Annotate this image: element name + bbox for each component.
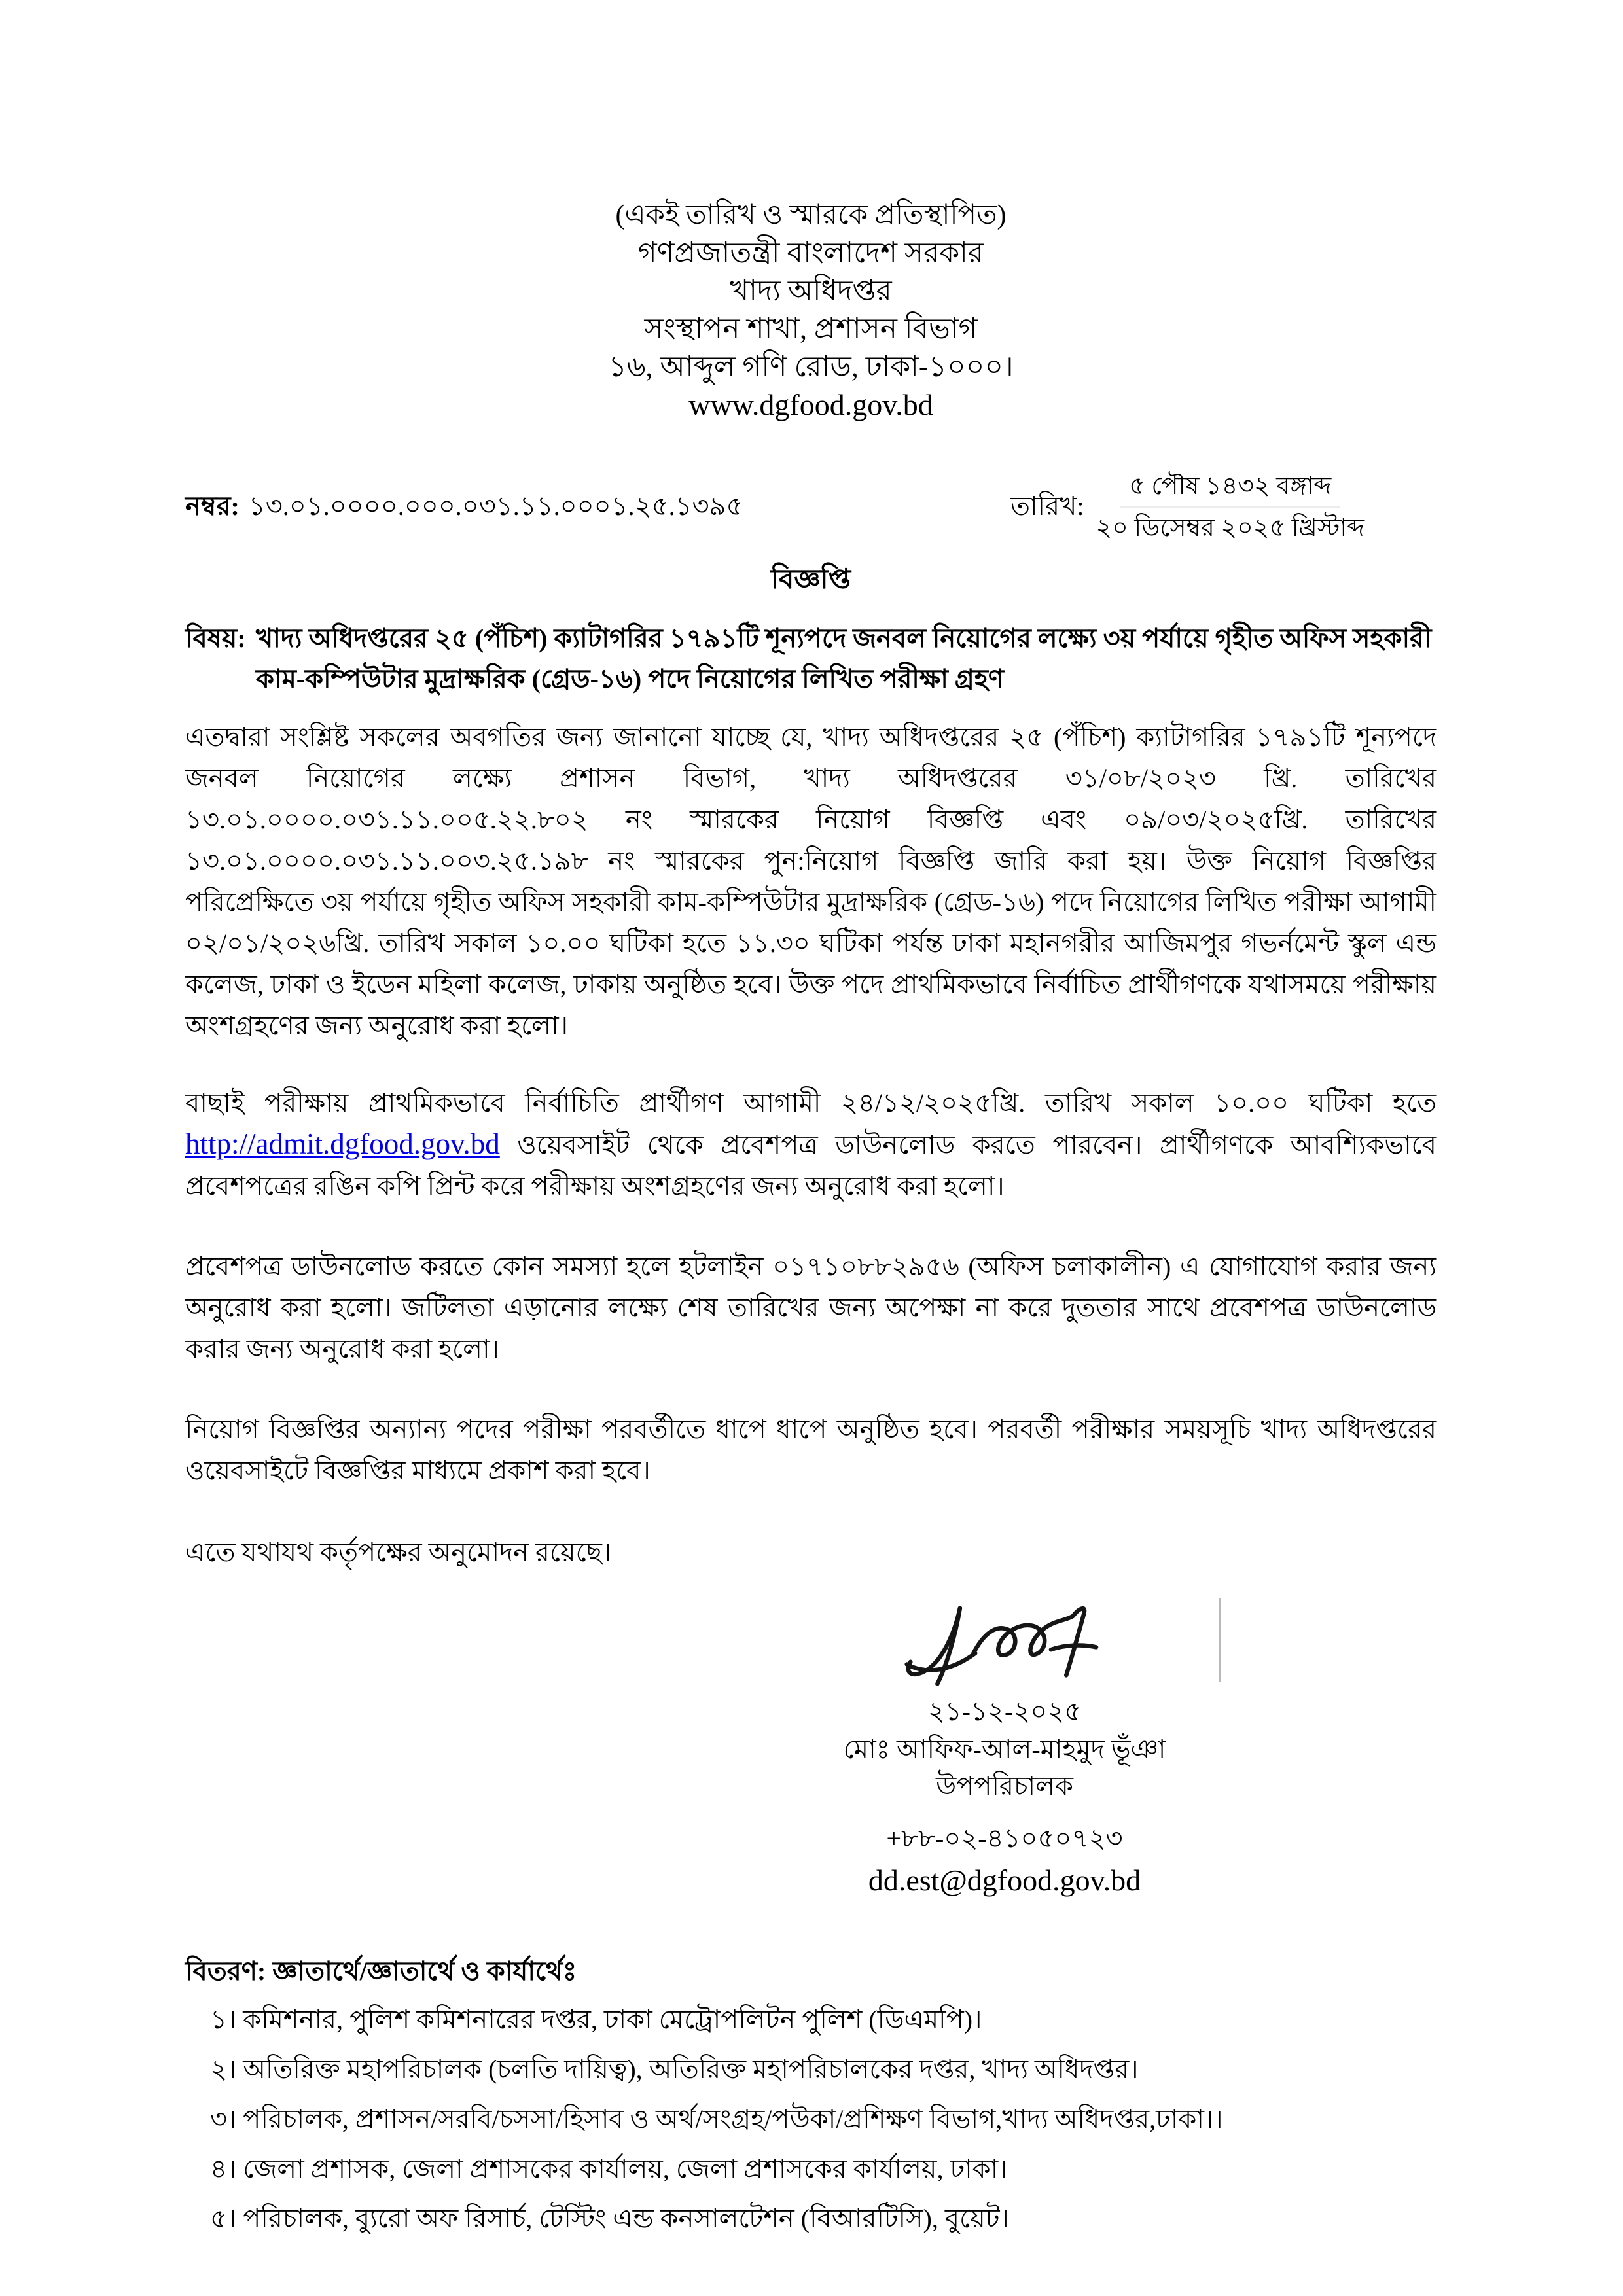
distribution-item: ১। কমিশনার, পুলিশ কমিশনারের দপ্তর, ঢাকা মেট্রোপলিটন পুলিশ (ডিএমপি)। [210, 2005, 982, 2034]
notice-title: বিজ্ঞপ্তি [770, 565, 851, 595]
distribution-item: ৩। পরিচালক, প্রশাসন/সরবি/চসসা/হিসাব ও অর্থ/সংগ্রহ/পউকা/প্রশিক্ষণ বিভাগ,খাদ্য অধিদপ্তর,ঢাকা।। [210, 2104, 1223, 2134]
paragraph-admit-card-after-link: ওয়েবসাইট থেকে প্রবেশপত্র ডাউনলোড করতে পারবেন। প্রার্থীগণকে আবশ্যিকভাবে প্রবেশপত্রের রঙিন কপি প্রিন্ট করে পরীক্ষায় অংশগ্রহণের জন্য অনুরোধ করা হলো। [185, 1130, 1436, 1201]
branch-name: সংস্থাপন শাখা, প্রশাসন বিভাগ [644, 313, 978, 345]
website-text: www.dgfood.gov.bd [688, 388, 933, 421]
paragraph-next-exams: নিয়োগ বিজ্ঞপ্তির অন্যান্য পদের পরীক্ষা পরবর্তীতে ধাপে ধাপে অনুষ্ঠিত হবে। পরবর্তী পরীক্ষার সময়সূচি খাদ্য অধিদপ্তরের ওয়েবসাইটে বিজ্ঞপ্তির মাধ্যমে প্রকাশ করা হবে। [185, 1415, 1436, 1485]
distribution-item: ৪। জেলা প্রশাসক, জেলা প্রশাসকের কার্যালয়, জেলা প্রশাসকের কার্যালয়, ঢাকা। [210, 2154, 1008, 2183]
subject-label: বিষয়: [185, 624, 246, 653]
signature-block [762, 1593, 1247, 1898]
date-label: তারিখ: [1010, 491, 1084, 521]
signature-date: ২১-১২-২০২৫ [927, 1697, 1082, 1726]
department-name: খাদ্য অধিদপ্তর [730, 275, 892, 307]
signatory-name: মোঃ আফিফ-আল-মাহমুদ ভূঁঞা [843, 1735, 1166, 1764]
office-address: ১৬, আব্দুল গণি রোড, ঢাকা-১০০০। [608, 351, 1014, 383]
paragraph-hotline: প্রবেশপত্র ডাউনলোড করতে কোন সমস্যা হলে হটলাইন ০১৭১০৮৮২৯৫৬ (অফিস চলাকালীন) এ যোগাযোগ করার জন্য অনুরোধ করা হলো। জটিলতা এড়ানোর লক্ষ্যে শেষ তারিখের জন্য অপেক্ষা না করে দুততার সাথে প্রবেশপত্র ডাউনলোড করার জন্য অনুরোধ করা হলো। [185, 1252, 1436, 1364]
paragraph-admit-card-line1: বাছাই পরীক্ষায় প্রাথমিকভাবে নির্বাচিতি প্রার্থীগণ আগামী ২৪/১২/২০২৫খ্রি. তারিখ সকাল ১০.০০ ঘটিকা হতে [185, 1088, 1436, 1118]
date-bangla: ৫ পৌষ ১৪৩২ বঙ্গাব্দ [1120, 470, 1340, 508]
memo-date [1010, 470, 1364, 544]
date-stack [1096, 470, 1364, 544]
government-name: গণপ্রজাতন্ত্রী বাংলাদেশ সরকার [637, 237, 984, 269]
memo-row [185, 470, 1436, 544]
signature-image [893, 1596, 1116, 1687]
paragraph-admit-card [185, 1082, 1436, 1207]
signature-row [762, 1593, 1247, 1691]
paragraph-main: এতদ্বারা সংশ্লিষ্ট সকলের অবগতির জন্য জানানো যাচ্ছে যে, খাদ্য অধিদপ্তরের ২৫ (পঁচিশ) ক্যাটাগরির ১৭৯১টি শূন্যপদে জনবল নিয়োগের লক্ষ্যে প্রশাসন বিভাগ, খাদ্য অধিদপ্তরের ৩১/০৮/২০২৩ খ্রি. তারিখের ১৩.০১.০০০০.০৩১.১১.০০৫.২২.৮০২ নং স্মারকের নিয়োগ বিজ্ঞপ্তি এবং ০৯/০৩/২০২৫খ্রি. তারিখের ১৩.০১.০০০০.০৩১.১১.০০৩.২৫.১৯৮ নং স্মারকের পুন:নিয়োগ বিজ্ঞপ্তি জারি করা হয়। উক্ত নিয়োগ বিজ্ঞপ্তির পরিপ্রেক্ষিতে ৩য় পর্যায়ে গৃহীত অফিস সহকারী কাম-কম্পিউটার মুদ্রাক্ষরিক (গ্রেড-১৬) পদে নিয়োগের লিখিত পরীক্ষা আগামী ০২/০১/২০২৬খ্রি. তারিখ সকাল ১০.০০ ঘটিকা হতে ১১.৩০ ঘটিকা পর্যন্ত ঢাকা মহানগরীর আজিমপুর গভর্নমেন্ট স্কুল এন্ড কলেজ, ঢাকা ও ইডেন মহিলা কলেজ, ঢাকায় অনুষ্ঠিত হবে। উক্ত পদে প্রাথমিকভাবে নির্বাচিত প্রার্থীগণকে যথাসময়ে পরীক্ষায় অংশগ্রহণের জন্য অনুরোধ করা হলো। [185, 722, 1436, 1040]
paragraph-admit-card-rest [185, 1123, 1436, 1207]
memo-number [185, 486, 743, 529]
replaced-note: (একই তারিখ ও স্মারকে প্রতিস্থাপিত) [615, 200, 1007, 230]
distribution-section [185, 1953, 1436, 2240]
letterhead [185, 196, 1436, 424]
subject-text: খাদ্য অধিদপ্তরের ২৫ (পঁচিশ) ক্যাটাগরির ১৭৯১টি শূন্যপদে জনবল নিয়োগের লক্ষ্যে ৩য় পর্যায়ে গৃহীত অফিস সহকারী কাম-কম্পিউটার মুদ্রাক্ষরিক (গ্রেড-১৬) পদে নিয়োগের লিখিত পরীক্ষা গ্রহণ [256, 624, 1432, 694]
distribution-item: ২। অতিরিক্ত মহাপরিচালক (চলতি দায়িত্ব), অতিরিক্ত মহাপরিচালকের দপ্তর, খাদ্য অধিদপ্তর। [210, 2055, 1139, 2084]
distribution-item: ৫। পরিচালক, ব্যুরো অফ রিসার্চ, টেস্টিং এন্ড কনসালটেশন (বিআরটিসি), বুয়েট। [210, 2204, 1009, 2233]
signatory-phone: +৮৮-০২-৪১০৫০৭২৩ [886, 1824, 1123, 1853]
subject-row [185, 618, 1436, 699]
memo-number-value: ১৩.০১.০০০০.০০০.০৩১.১১.০০০১.২৫.১৩৯৫ [248, 491, 743, 521]
signature-scan-edge-line [1219, 1598, 1221, 1682]
admit-download-link[interactable]: http://admit.dgfood.gov.bd [185, 1127, 500, 1160]
signatory-designation: উপপরিচালক [936, 1771, 1073, 1801]
paragraph-approval: এতে যথাযথ কর্তৃপক্ষের অনুমোদন রয়েছে। [185, 1538, 612, 1567]
signatory-email: dd.est@dgfood.gov.bd [868, 1863, 1141, 1897]
date-gregorian: ২০ ডিসেম্বর ২০২৫ খ্রিস্টাব্দ [1096, 514, 1364, 542]
memo-number-label: নম্বর: [185, 491, 240, 521]
distribution-list [185, 1999, 1436, 2240]
distribution-heading: বিতরণ: জ্ঞাতার্থে/জ্ঞাতার্থে ও কার্যার্থেঃ [185, 1956, 577, 1986]
